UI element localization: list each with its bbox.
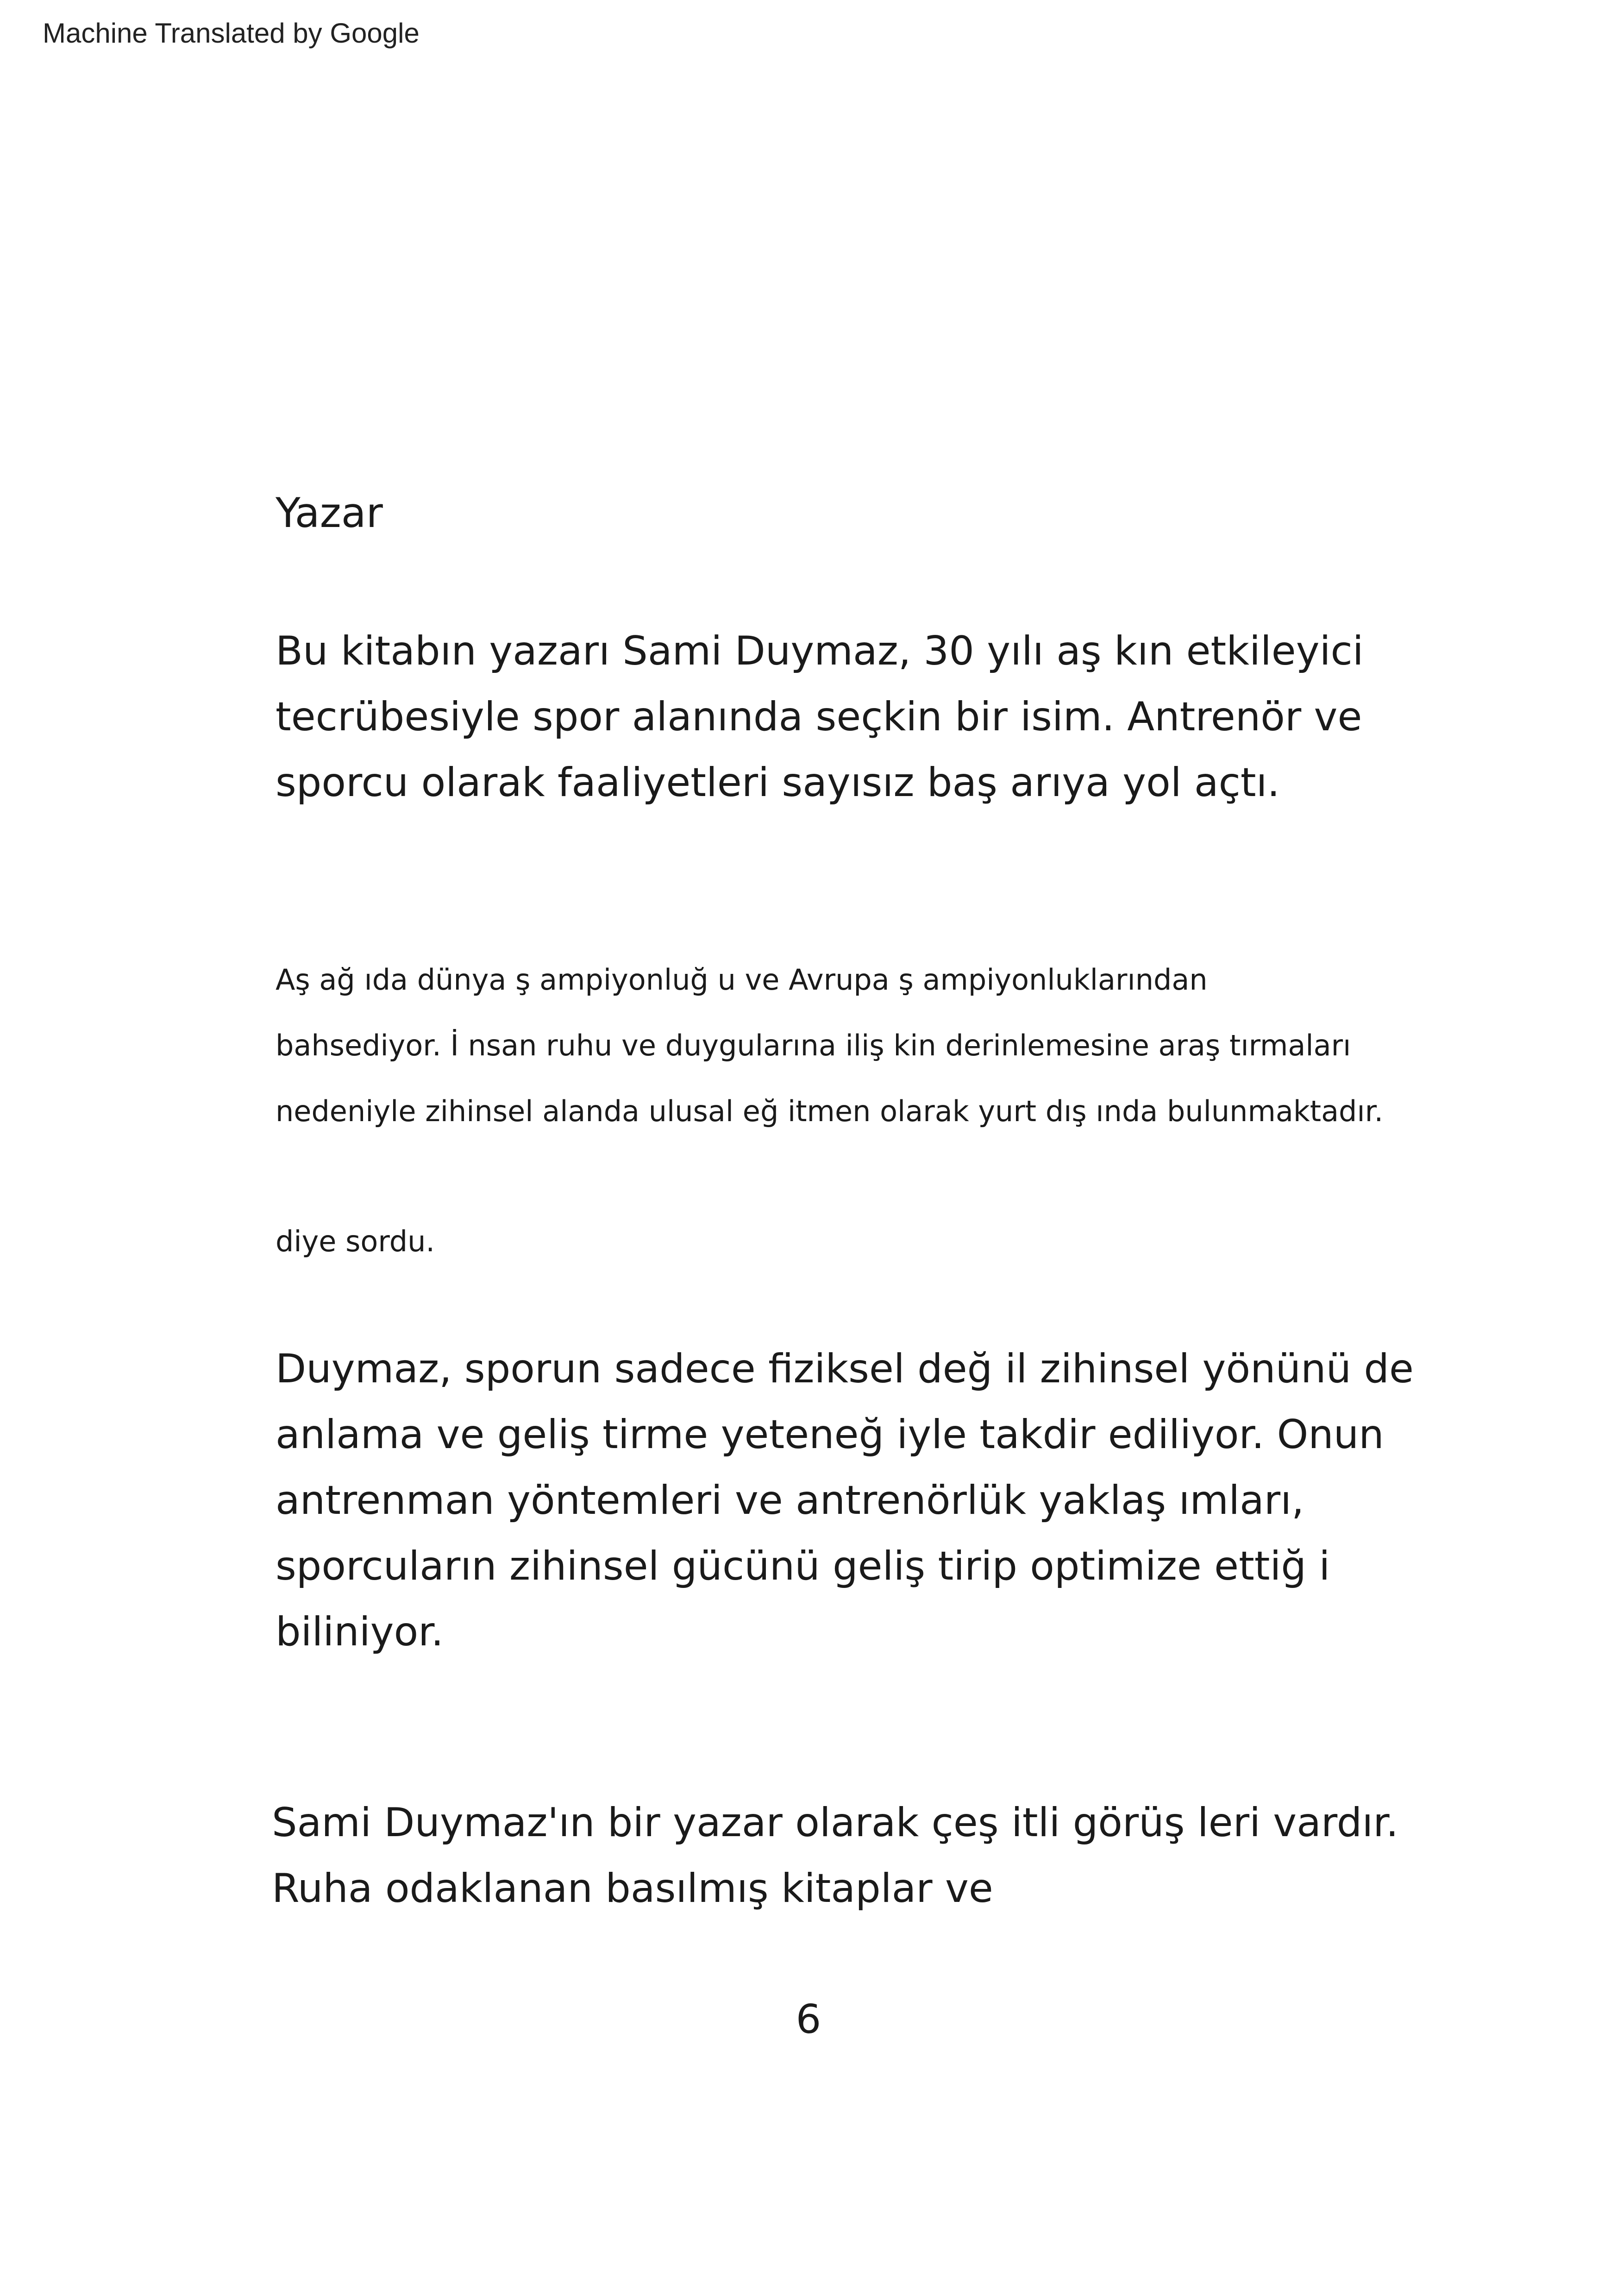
text-line: Sami Duymaz'ın bir yazar olarak çeş itli görüş leri vardır. <box>272 1800 1399 1846</box>
text-line: Aş ağ ıda dünya ş ampiyonluğ u ve Avrupa ş ampiyonluklarından <box>276 963 1208 997</box>
paragraph-mental-training <box>276 1336 1414 1665</box>
text-line: biliniyor. <box>276 1609 444 1655</box>
text-line: anlama ve geliş tirme yeteneğ iyle takdir ediliyor. Onun <box>276 1411 1384 1458</box>
text-line: sporcuların zihinsel gücünü geliş tirip optimize ettiğ i <box>276 1543 1330 1589</box>
paragraph-author-intro <box>276 618 1387 816</box>
text-line: tecrübesiyle spor alanında seçkin bir isim. Antrenör ve <box>276 694 1362 740</box>
section-heading: Yazar <box>276 489 383 537</box>
paragraph-asked <box>276 1209 1387 1274</box>
text-line: diye sordu. <box>276 1224 435 1258</box>
page-number: 6 <box>796 1996 821 2043</box>
text-line: Duymaz, sporun sadece fiziksel değ il zihinsel yönünü de <box>276 1346 1414 1392</box>
text-line: bahsediyor. İ nsan ruhu ve duygularına iliş kin derinlemesine araş tırmaları <box>276 1029 1351 1062</box>
paragraph-championships <box>276 947 1387 1144</box>
machine-translation-watermark: Machine Translated by Google <box>43 18 420 49</box>
text-line: sporcu olarak faaliyetleri sayısız baş arıya yol açtı. <box>276 759 1280 806</box>
text-line: Bu kitabın yazarı Sami Duymaz, 30 yılı aş kın etkileyici <box>276 628 1364 674</box>
text-line: antrenman yöntemleri ve antrenörlük yaklaş ımları, <box>276 1477 1304 1524</box>
paragraph-author-books <box>272 1790 1399 1921</box>
text-line: nedeniyle zihinsel alanda ulusal eğ itmen olarak yurt dış ında bulunmaktadır. <box>276 1094 1384 1128</box>
text-line: Ruha odaklanan basılmış kitaplar ve <box>272 1865 993 1912</box>
